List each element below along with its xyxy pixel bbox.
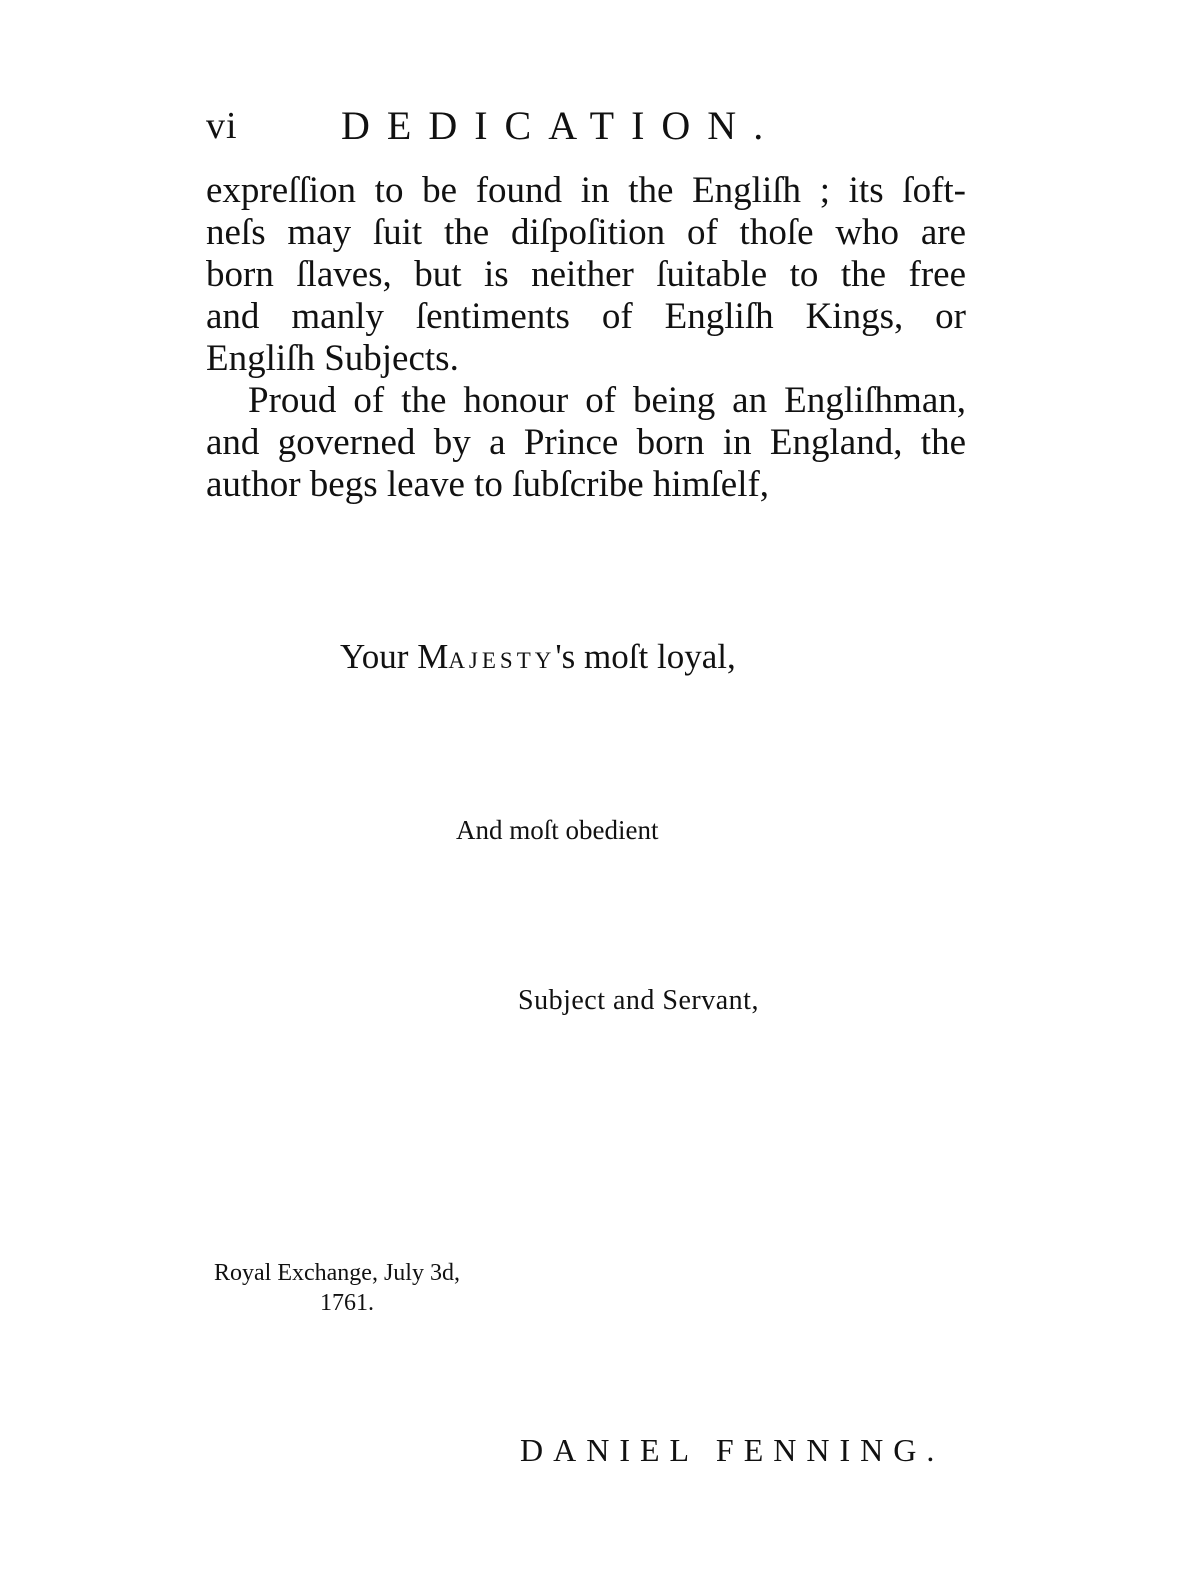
- closing-line-obedient: And moſt obedient: [456, 815, 659, 845]
- running-head: DEDICATION.: [341, 103, 781, 148]
- body-line: Proud of the honour of being an Engliſhman,: [248, 380, 966, 421]
- author-signature: DANIEL FENNING.: [520, 1432, 945, 1468]
- body-line: expreſſion to be found in the Engliſh ; its ſoft-: [206, 170, 966, 211]
- closing-text: 's moſt loyal,: [555, 637, 736, 676]
- page-number: vi: [206, 105, 238, 147]
- body-line: Engliſh Subjects.: [206, 338, 459, 379]
- dateline: [214, 1258, 460, 1318]
- majesty-smallcaps: AJESTY: [448, 648, 556, 673]
- closing-text: Your: [340, 637, 418, 676]
- year: 1761.: [320, 1290, 374, 1316]
- place-and-date: Royal Exchange, July 3d,: [214, 1260, 460, 1286]
- body-line: and governed by a Prince born in England, the: [206, 422, 966, 463]
- majesty-initial: M: [417, 637, 449, 676]
- body-line: born ſlaves, but is neither ſuitable to the free: [206, 254, 966, 295]
- dedication-body: [206, 170, 966, 506]
- body-line: neſs may ſuit the diſpoſition of thoſe who are: [206, 212, 966, 253]
- body-line: and manly ſentiments of Engliſh Kings, or: [206, 296, 966, 337]
- closing-line-servant: Subject and Servant,: [518, 985, 759, 1016]
- closing-line-majesty: [340, 637, 736, 677]
- body-line: author begs leave to ſubſcribe himſelf,: [206, 464, 770, 505]
- page-header: [206, 96, 966, 166]
